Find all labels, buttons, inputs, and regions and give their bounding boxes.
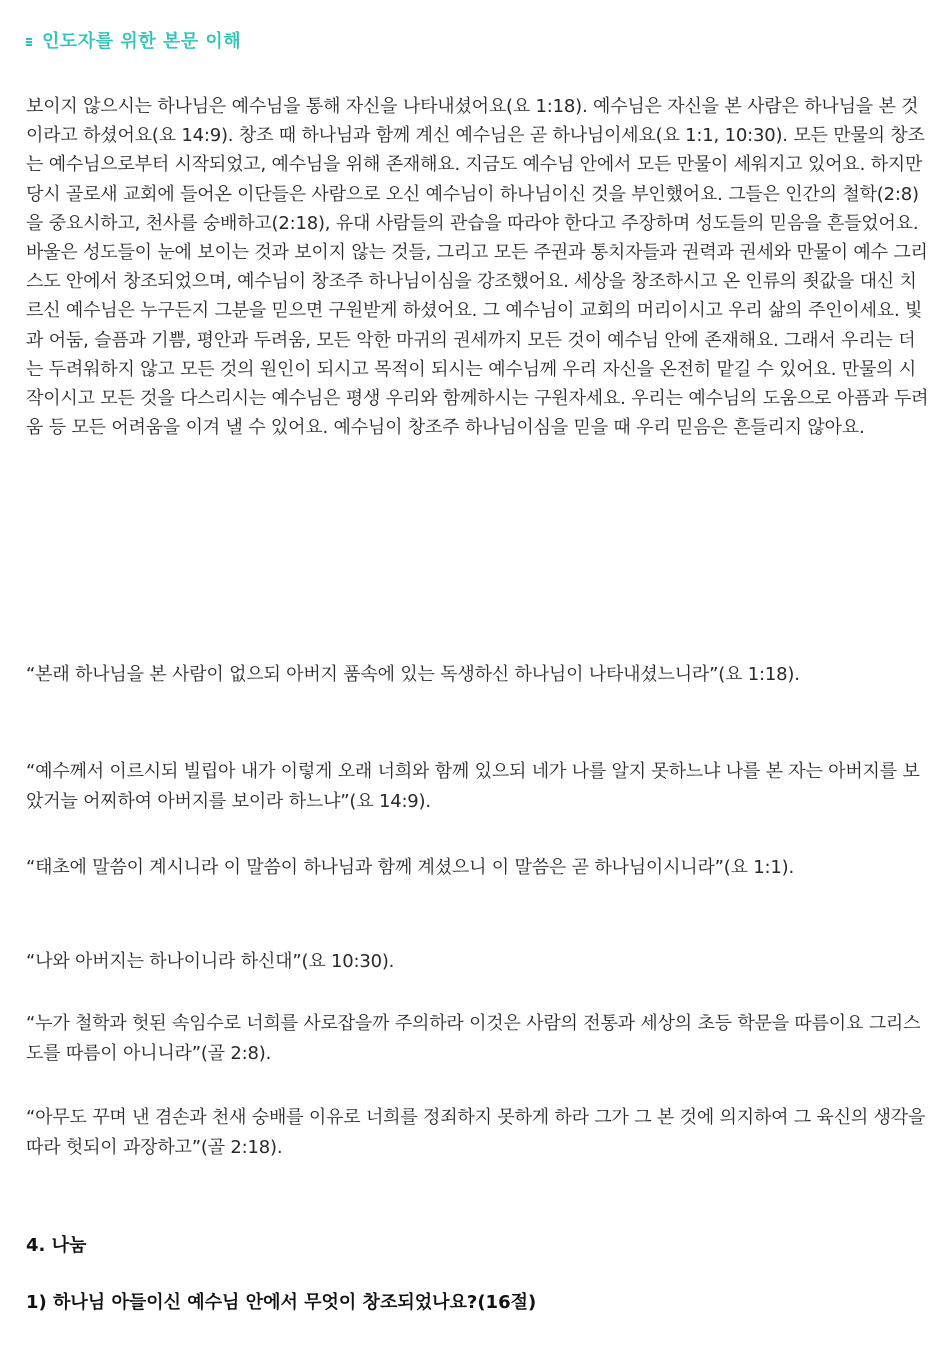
scripture-quote: “아무도 꾸며 낸 겸손과 천새 숭배를 이유로 너희를 정죄하지 못하게 하라 그가 그 본 것에 의지하여 그 육신의 생각을 따라 헛되이 과장하고”(골 2:18). [26,1107,926,1158]
scripture-quote: “본래 하나님을 본 사람이 없으되 아버지 품속에 있는 독생하신 하나님이 나타내셨느니라”(요 1:18). [26,664,800,685]
section-header [26,26,931,54]
scripture-quote: “예수께서 이르시되 빌립아 내가 이렇게 오래 너희와 함께 있으되 네가 나를 알지 못하느냐 나를 본 자는 아버지를 보았거늘 어찌하여 아버지를 보이라 하느냐”(요 14:9). [26,761,920,812]
discussion-question: 1) 하나님 아들이신 예수님 안에서 무엇이 창조되었나요?(16절) [26,1292,537,1313]
list-icon [26,37,34,45]
scripture-quote: “누가 철학과 헛된 속임수로 너희를 사로잡을까 주의하라 이것은 사람의 전통과 세상의 초등 학문을 따름이요 그리스도를 따름이 아니니라”(골 2:8). [26,1013,921,1064]
section-title: 인도자를 위한 본문 이해 [42,31,242,52]
share-heading: 4. 나눔 [26,1235,87,1256]
body-paragraph: 보이지 않으시는 하나님은 예수님을 통해 자신을 나타내셨어요(요 1:18). 예수님은 자신을 본 사람은 하나님을 본 것이라고 하셨어요(요 14:9). 창조 때 하나님과 함께 계신 예수님은 곧 하나님이세요(요 1:1, 10:30). 모든 만물의 창조는 예수님으로부터 시작되었고, 예수님을 위해 존재해요. 지금도 예수님 안에서 모든 만물이 세워지고 있어요. 하지만 당시 골로새 교회에 들어온 이단들은 사람으로 오신 예수님이 하나님이신 것을 부인했어요. 그들은 인간의 철학(2:8)을 중요시하고, 천사를 숭배하고(2:18), 유대 사람들의 관습을 따라야 한다고 주장하며 성도들의 믿음을 흔들었어요. 바울은 성도들이 눈에 보이는 것과 보이지 않는 것들, 그리고 모든 주권과 통치자들과 권력과 권세와 만물이 예수 그리스도 안에서 창조되었으며, 예수님이 창조주 하나님이심을 강조했어요. 세상을 창조하시고 온 인류의 죗값을 대신 치르신 예수님은 누구든지 그분을 믿으면 구원받게 하셨어요. 그 예수님이 교회의 머리이시고 우리 삶의 주인이세요. 빛과 어둠, 슬픔과 기쁨, 평안과 두려움, 모든 악한 마귀의 권세까지 모든 것이 예수님 안에 존재해요. 그래서 우리는 더는 두려워하지 않고 모든 것의 원인이 되시고 목적이 되시는 예수님께 우리 자신을 온전히 맡길 수 있어요. 만물의 시작이시고 모든 것을 다스리시는 예수님은 평생 우리와 함께하시는 구원자세요. 우리는 예수님의 도움으로 아픔과 두려움 등 모든 어려움을 이겨 낼 수 있어요. 예수님이 창조주 하나님이심을 믿을 때 우리 믿음은 흔들리지 않아요. [26,96,929,439]
document-page [26,26,931,1313]
scripture-quote: “태초에 말씀이 계시니라 이 말씀이 하나님과 함께 계셨으니 이 말씀은 곧 하나님이시니라”(요 1:1). [26,857,794,878]
scripture-quote: “나와 아버지는 하나이니라 하신대”(요 10:30). [26,951,395,972]
